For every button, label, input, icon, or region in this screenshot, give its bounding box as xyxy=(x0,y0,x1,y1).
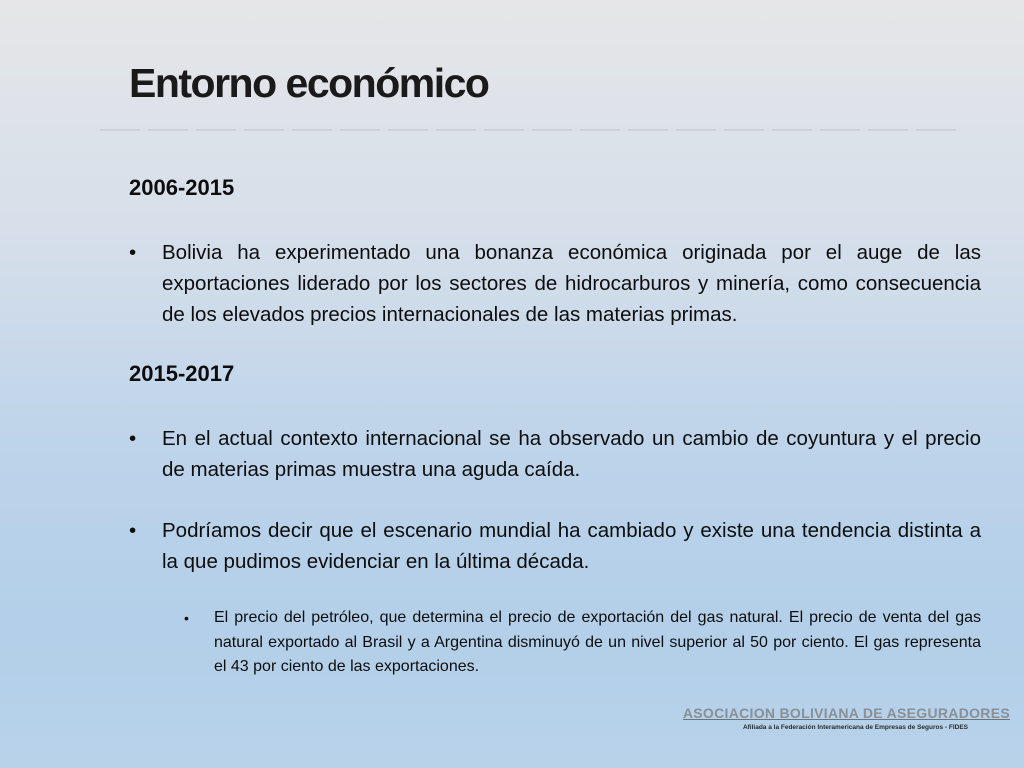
sub-bullet-item xyxy=(184,606,981,680)
bullet-item xyxy=(129,515,981,577)
bullet-text: Podríamos decir que el escenario mundial ha cambiado y existe una tendencia distinta a la que pudimos evidenciar en la última década. xyxy=(162,519,981,573)
bullet-item xyxy=(129,237,981,330)
footer xyxy=(683,705,1010,731)
sub-bullet-text: El precio del petróleo, que determina el precio de exportación del gas natural. El precio de venta del gas natural exportado al Brasil y a Argentina disminuyó de un nivel superior al 50 por ciento. El gas representa el 43 por ciento de las exportaciones. xyxy=(214,609,981,675)
bullet-dot-icon: • xyxy=(129,427,137,450)
sub-bullet-dot-icon: • xyxy=(184,610,189,626)
footer-affiliation: Afiliada a la Federación Interamericana de Empresas de Seguros - FIDES xyxy=(742,724,968,731)
slide-title: Entorno económico xyxy=(129,60,489,106)
bullet-item xyxy=(129,423,981,485)
title-divider xyxy=(100,129,960,131)
footer-organization: ASOCIACION BOLIVIANA DE ASEGURADORES xyxy=(682,705,1010,721)
bullet-dot-icon: • xyxy=(129,519,137,542)
bullet-text: En el actual contexto internacional se ha observado un cambio de coyuntura y el precio de materias primas muestra una aguda caída. xyxy=(162,427,981,481)
period-heading-2015-2017: 2015-2017 xyxy=(129,361,235,386)
bullet-text: Bolivia ha experimentado una bonanza económica originada por el auge de las exportaciones liderado por los sectores de hidrocarburos y minería, como consecuencia de los elevados precios internacionales de las materias primas. xyxy=(162,241,981,326)
bullet-dot-icon: • xyxy=(129,241,137,264)
period-heading-2006-2015: 2006-2015 xyxy=(129,175,235,200)
